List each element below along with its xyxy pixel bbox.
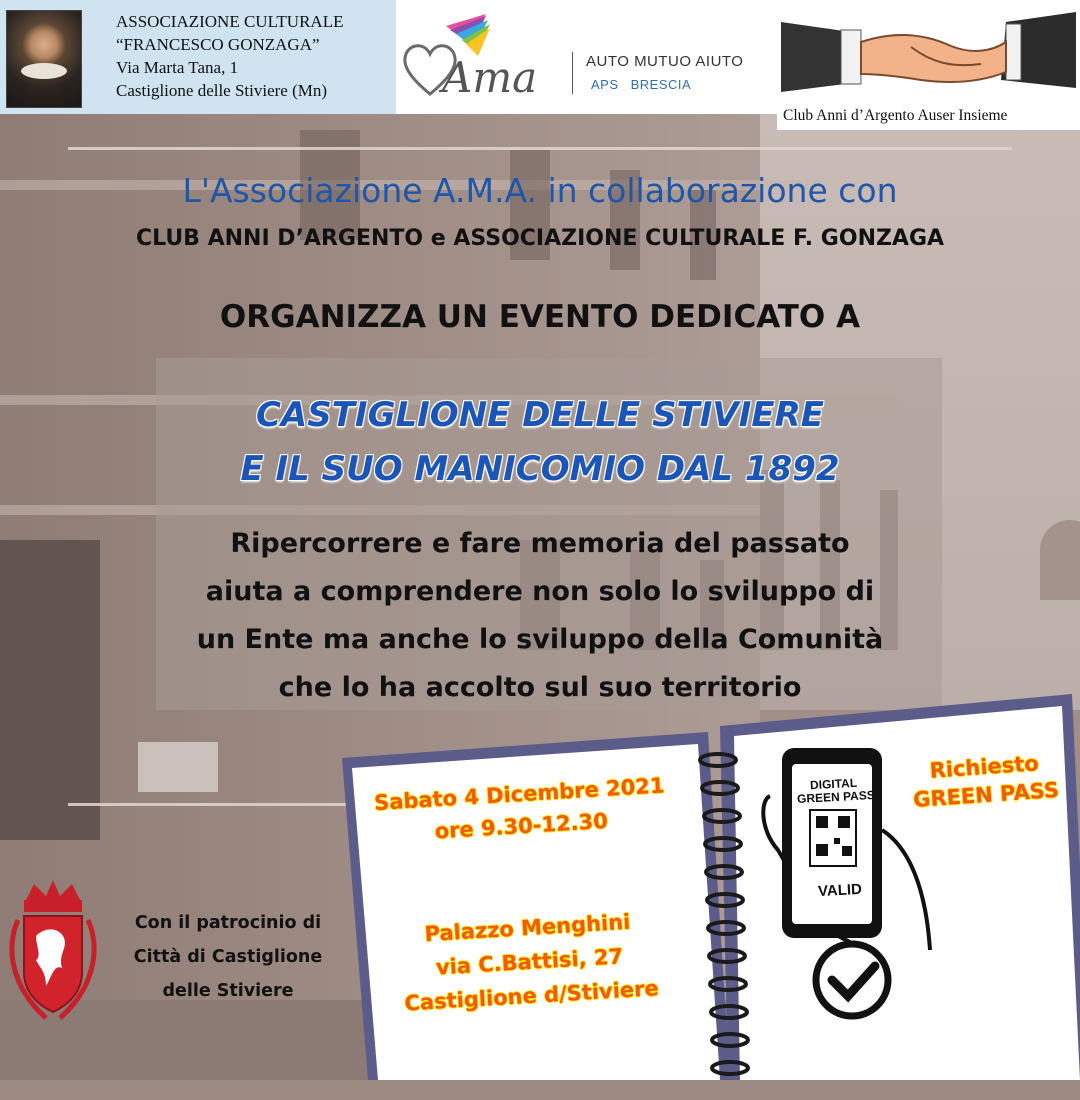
desc-line: Ripercorrere e fare memoria del passato bbox=[230, 528, 850, 559]
ama-divider bbox=[572, 52, 573, 94]
top-divider bbox=[68, 147, 1012, 150]
club-label: Club Anni d’Argento Auser Insieme bbox=[783, 107, 1008, 124]
ama-tagline: AUTO MUTUO AIUTO bbox=[586, 53, 744, 70]
desc-line: aiuta a comprendere non solo lo sviluppo di bbox=[205, 576, 875, 607]
ama-subline: APS BRESCIA bbox=[591, 77, 692, 92]
desc-line: un Ente ma anche lo sviluppo della Comunità bbox=[196, 624, 884, 655]
greenpass-line2: GREEN PASS bbox=[912, 777, 1060, 813]
gonzaga-address bbox=[116, 10, 391, 102]
ama-logo bbox=[402, 14, 566, 102]
intro-line1: L'Associazione A.M.A. in collaborazione con bbox=[182, 171, 898, 210]
event-title bbox=[0, 388, 1080, 496]
ama-logo-text: Ama bbox=[442, 53, 538, 102]
event-city: Castiglione d/Stiviere bbox=[403, 976, 660, 1016]
gonzaga-portrait bbox=[6, 10, 82, 108]
event-street: via C.Battisi, 27 bbox=[435, 944, 624, 980]
bottom-divider bbox=[68, 803, 368, 806]
gonzaga-line3: Via Marta Tana, 1 bbox=[116, 58, 239, 77]
patronage-line3: delle Stiviere bbox=[162, 981, 294, 1001]
event-title-line1: CASTIGLIONE DELLE STIVIERE bbox=[255, 395, 824, 435]
patronage-line1: Con il patrocinio di bbox=[134, 913, 322, 933]
gonzaga-line4: Castiglione delle Stiviere (Mn) bbox=[116, 81, 328, 100]
phone-status: VALID bbox=[817, 880, 863, 901]
intro-line2: CLUB ANNI D’ARGENTO e ASSOCIAZIONE CULTURALE F. GONZAGA bbox=[135, 226, 945, 251]
gonzaga-line1: ASSOCIAZIONE CULTURALE bbox=[116, 12, 344, 31]
event-date: Sabato 4 Dicembre 2021 bbox=[373, 773, 666, 816]
patronage-text bbox=[108, 906, 348, 1008]
intro-line3: ORGANIZZA UN EVENTO DEDICATO A bbox=[219, 299, 861, 335]
phone-title2: GREEN PASS bbox=[796, 787, 876, 807]
event-venue: Palazzo Menghini bbox=[423, 909, 632, 947]
phone-title1: DIGITAL bbox=[809, 775, 858, 793]
gonzaga-line2: “FRANCESCO GONZAGA” bbox=[116, 35, 320, 54]
event-title-line2: E IL SUO MANICOMIO DAL 1892 bbox=[240, 449, 840, 489]
event-details bbox=[343, 750, 712, 1091]
handshake-icon bbox=[781, 2, 1076, 102]
patronage-line2: Città di Castiglione bbox=[133, 947, 323, 967]
greenpass-line1: Richiesto bbox=[928, 751, 1040, 783]
event-time: ore 9.30-12.30 bbox=[434, 808, 609, 844]
city-emblem-icon bbox=[6, 876, 100, 1022]
desc-line: che lo ha accolto sul suo territorio bbox=[278, 672, 802, 703]
